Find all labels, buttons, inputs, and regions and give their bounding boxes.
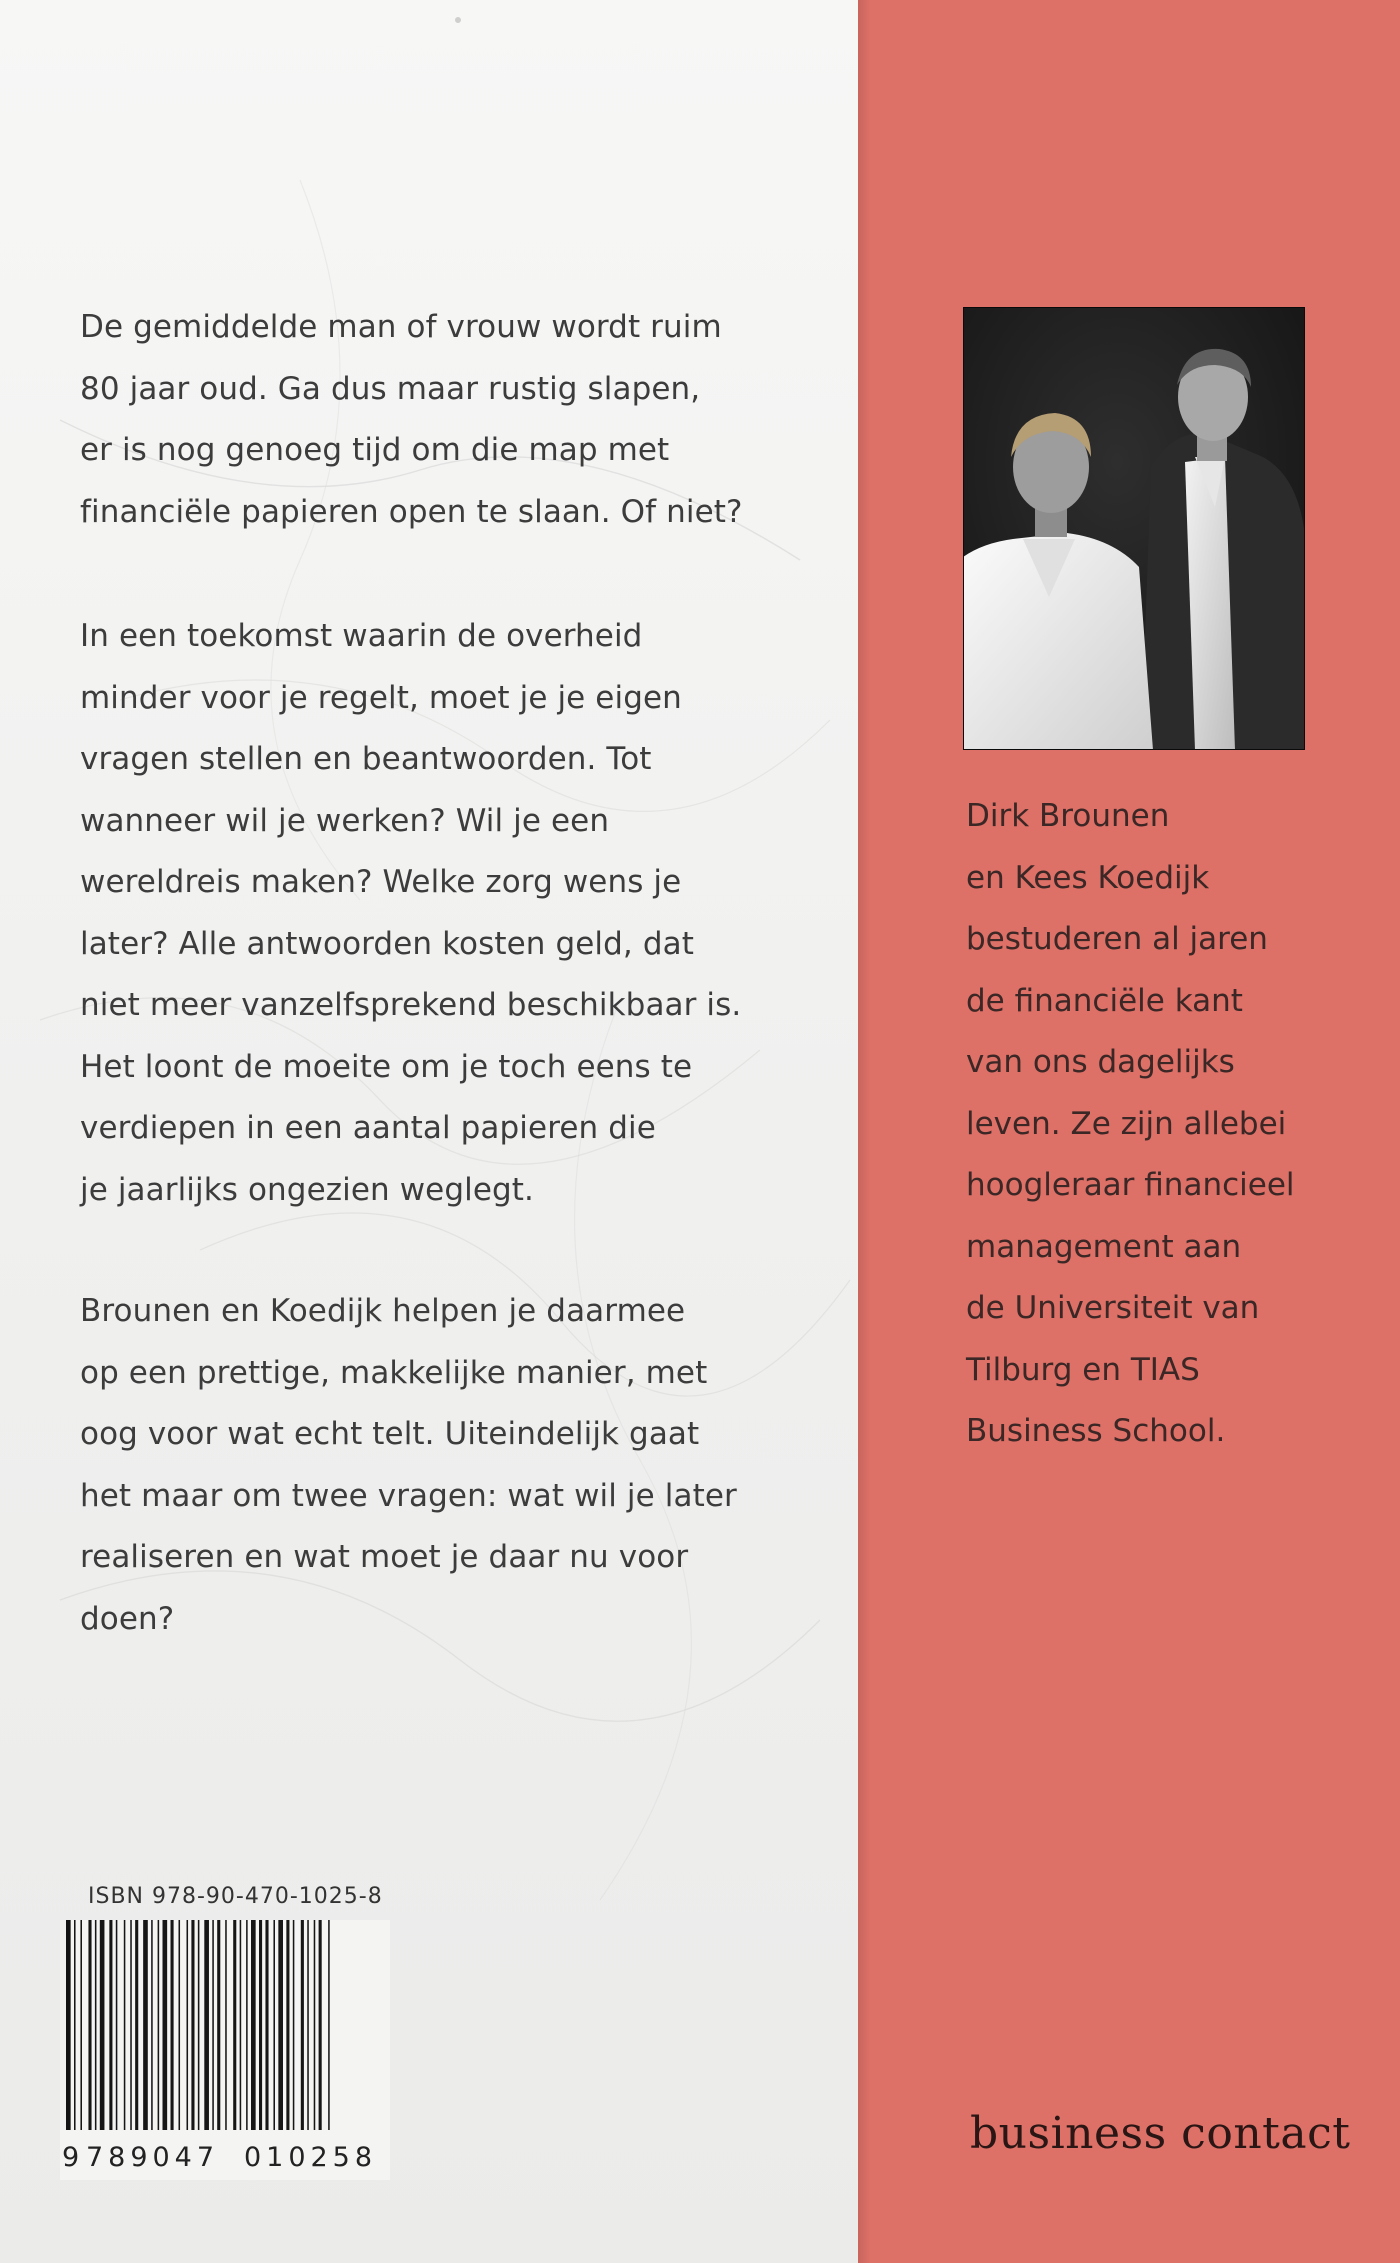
author-bio bbox=[966, 786, 1295, 1463]
author-photo bbox=[963, 307, 1305, 750]
barcode-bar bbox=[80, 1920, 82, 2132]
barcode-bar bbox=[109, 1920, 112, 2132]
blurb-line: doen? bbox=[80, 1600, 175, 1637]
bio-line: Tilburg en TIAS bbox=[966, 1351, 1200, 1388]
blurb-line: minder voor je regelt, moet je je eigen bbox=[80, 679, 682, 716]
barcode-bar bbox=[124, 1920, 126, 2132]
bio-line: hoogleraar financieel bbox=[966, 1167, 1295, 1203]
barcode-digits-right: 010258 bbox=[244, 2142, 372, 2173]
barcode-bar bbox=[171, 1920, 174, 2132]
isbn-label: ISBN 978-90-470-1025-8 bbox=[88, 1884, 383, 1909]
barcode-bar bbox=[143, 1920, 148, 2132]
bio-line: de financiële kant bbox=[966, 982, 1243, 1019]
bio-line: Business School. bbox=[966, 1413, 1226, 1449]
barcode-bar bbox=[273, 1920, 275, 2132]
barcode-bar bbox=[293, 1920, 295, 2132]
barcode-digit-lead: 9 bbox=[62, 2142, 80, 2173]
barcode-bar bbox=[163, 1920, 168, 2132]
barcode-bar bbox=[95, 1920, 97, 2132]
blurb-line: Brounen en Koedijk helpen je daarmee bbox=[80, 1293, 686, 1329]
barcode-bar bbox=[251, 1920, 256, 2132]
barcode-bar bbox=[151, 1920, 153, 2132]
bio-line: management aan bbox=[966, 1228, 1242, 1265]
barcode-bar bbox=[301, 1920, 304, 2132]
blurb-line: De gemiddelde man of vrouw wordt ruim bbox=[80, 309, 722, 345]
blurb-line: wanneer wil je werken? Wil je een bbox=[80, 802, 610, 839]
blurb-line: wereldreis maken? Welke zorg wens je bbox=[80, 864, 682, 900]
bio-line: en Kees Koedijk bbox=[966, 859, 1210, 896]
barcode-bar bbox=[265, 1920, 268, 2132]
barcode-bar bbox=[286, 1920, 289, 2132]
blurb-paragraph-2 bbox=[80, 606, 780, 1221]
barcode-bar bbox=[135, 1920, 138, 2132]
blurb-line: je jaarlijks ongezien weglegt. bbox=[80, 1171, 534, 1208]
blurb-paragraph-3 bbox=[80, 1281, 780, 1650]
barcode-bar bbox=[259, 1920, 262, 2132]
barcode-digits bbox=[60, 2130, 390, 2180]
blurb-line: vragen stellen en beantwoorden. Tot bbox=[80, 741, 652, 777]
blurb-line: Het loont de moeite om je toch eens te bbox=[80, 1048, 693, 1085]
blurb-line: oog voor wat echt telt. Uiteindelijk gaat bbox=[80, 1416, 700, 1452]
blurb-line: 80 jaar oud. Ga dus maar rustig slapen, bbox=[80, 370, 701, 407]
blurb-line: op een prettige, makkelijke manier, met bbox=[80, 1354, 708, 1391]
bio-line: bestuderen al jaren bbox=[966, 921, 1268, 957]
bio-line: Dirk Brounen bbox=[966, 798, 1170, 834]
barcode-bar bbox=[233, 1920, 236, 2132]
barcode-bar bbox=[307, 1920, 309, 2132]
barcode-bar bbox=[217, 1920, 220, 2132]
blurb-line: In een toekomst waarin de overheid bbox=[80, 618, 643, 654]
blurb-line: het maar om twee vragen: wat wil je later bbox=[80, 1477, 737, 1514]
blurb-line: verdiepen in een aantal papieren die bbox=[80, 1110, 656, 1146]
barcode-bar bbox=[278, 1920, 283, 2132]
blurb-line: er is nog genoeg tijd om die map met bbox=[80, 432, 670, 468]
barcode-bar bbox=[100, 1920, 105, 2132]
barcode-bar bbox=[179, 1920, 181, 2132]
barcode-bar bbox=[240, 1920, 242, 2132]
blurb-line: later? Alle antwoorden kosten geld, dat bbox=[80, 925, 694, 962]
bio-line: de Universiteit van bbox=[966, 1290, 1260, 1326]
barcode-bar bbox=[212, 1920, 214, 2132]
bio-line: leven. Ze zijn allebei bbox=[966, 1105, 1287, 1142]
barcode-bar bbox=[158, 1920, 160, 2132]
barcode-bar bbox=[319, 1920, 322, 2132]
blurb-line: realiseren en wat moet je daar nu voor bbox=[80, 1539, 689, 1575]
barcode-bar bbox=[246, 1920, 248, 2132]
barcode-digits-left: 789047 bbox=[86, 2142, 214, 2173]
barcode-bar bbox=[187, 1920, 189, 2132]
blurb-line: financiële papieren open te slaan. Of niet? bbox=[80, 493, 743, 530]
barcode-bar bbox=[130, 1920, 132, 2132]
blurb-line: niet meer vanzelfsprekend beschikbaar is. bbox=[80, 987, 742, 1023]
barcode-bar bbox=[225, 1920, 227, 2132]
barcode-bar bbox=[191, 1920, 194, 2132]
bio-line: van ons dagelijks bbox=[966, 1044, 1235, 1080]
barcode-bar bbox=[88, 1920, 91, 2132]
blurb-paragraph-1 bbox=[80, 297, 780, 543]
barcode-bar bbox=[314, 1920, 316, 2132]
barcode-bar bbox=[116, 1920, 118, 2132]
publisher-logo: business contact bbox=[970, 2108, 1351, 2159]
